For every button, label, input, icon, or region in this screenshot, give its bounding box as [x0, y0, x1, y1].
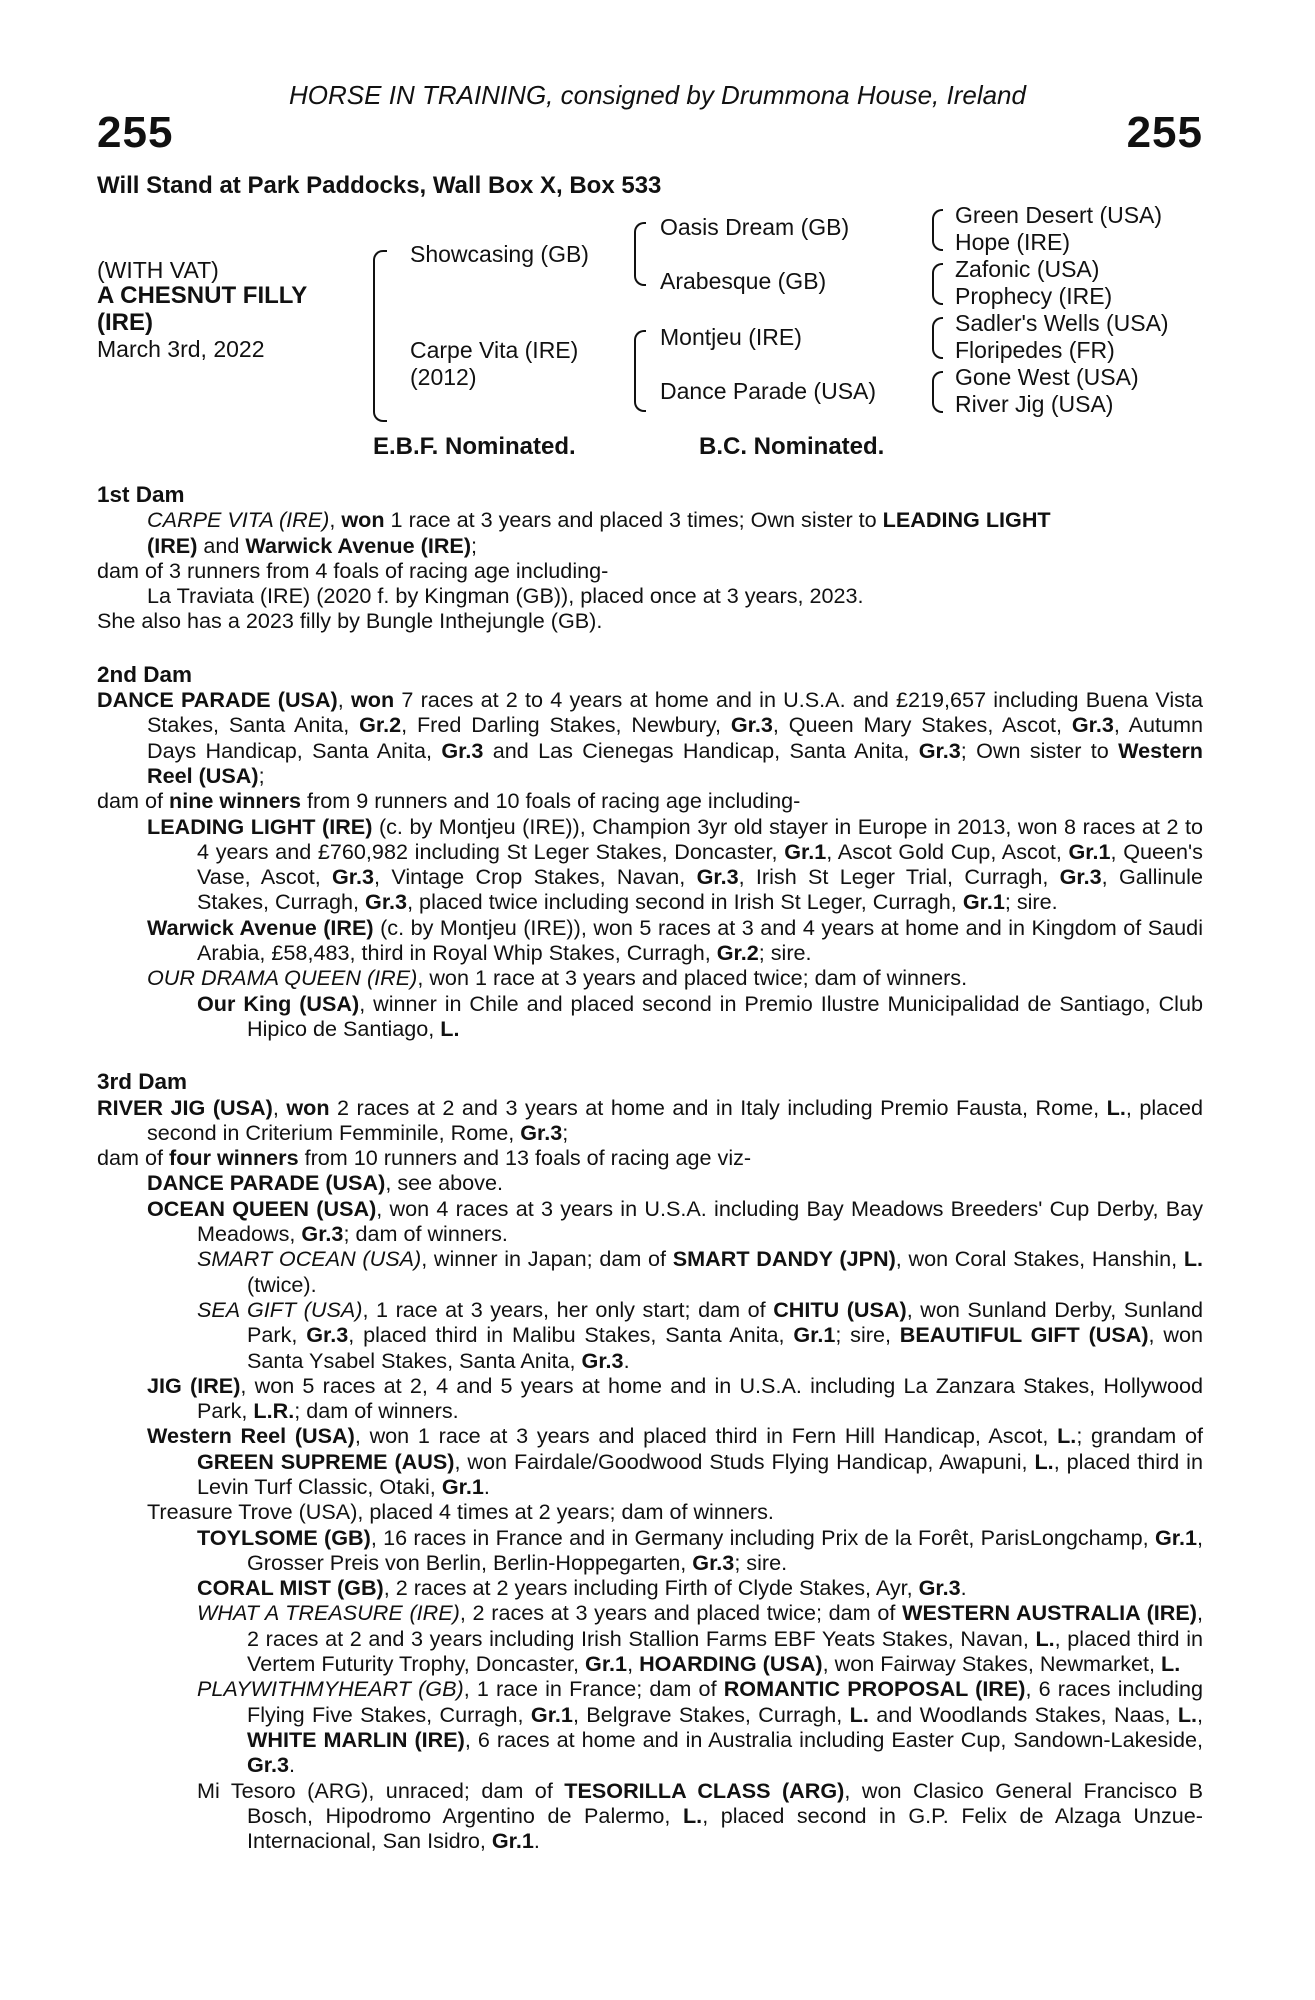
ebf-nomination: E.B.F. Nominated. — [373, 433, 576, 460]
first-dam-produce-intro: dam of 3 runners from 4 foals of racing age including- — [97, 557, 609, 583]
second-dam-entry: DANCE PARADE (USA), won 7 races at 2 to 4 years at home and in U.S.A. and £219,657 including Buena Vista Stakes, Santa Anita, Gr.2, Fred Darling Stakes, Newbury, Gr.3, Queen Mary Stakes, Ascot, Gr.3, Autumn Days Handicap, Santa Anita, Gr.3 and Las Cienegas Handicap, Santa Anita, Gr.3; Own sister to Western Reel (USA); — [97, 687, 1203, 788]
foaling-date: March 3rd, 2022 — [97, 336, 265, 362]
dam-name: Carpe Vita (IRE) — [410, 337, 579, 363]
pedigree-brace — [932, 263, 943, 305]
pedigree-brace — [932, 209, 943, 251]
ancestor-ddd: River Jig (USA) — [955, 391, 1114, 417]
produce-note: She also has a 2023 filly by Bungle Inthejungle (GB). — [97, 608, 603, 634]
ancestor-ssd: Hope (IRE) — [955, 229, 1071, 255]
ancestor-dsd: Floripedes (FR) — [955, 337, 1115, 363]
third-dam-entry: RIVER JIG (USA), won 2 races at 2 and 3 years at home and in Italy including Premio Fausta, Rome, L., placed second in Criterium Femminile, Rome, Gr.3; — [97, 1094, 1204, 1145]
third-dam-produce-intro: dam of four winners from 10 runners and 13 foals of racing age viz- — [97, 1145, 752, 1171]
third-dam-heading: 3rd Dam — [97, 1069, 188, 1095]
stand-location: Will Stand at Park Paddocks, Wall Box X, Box 533 — [97, 172, 662, 199]
produce-entry: La Traviata (IRE) (2020 f. by Kingman (GB)), placed once at 3 years, 2023. — [147, 583, 864, 609]
dam-sire-name: Montjeu (IRE) — [660, 324, 802, 350]
second-dam-heading: 2nd Dam — [97, 661, 193, 687]
catalogue-heading: HORSE IN TRAINING, consigned by Drummona House, Ireland — [289, 80, 1026, 110]
produce-entry: OUR DRAMA QUEEN (IRE), won 1 race at 3 years and placed twice; dam of winners. — [147, 965, 968, 991]
horse-name-country: (IRE) — [97, 309, 153, 336]
sire-sire-name: Oasis Dream (GB) — [660, 214, 850, 240]
horse-name: A CHESNUT FILLY — [97, 282, 308, 309]
grandproduce-entry: PLAYWITHMYHEART (GB), 1 race in France; dam of ROMANTIC PROPOSAL (IRE), 6 races including Flying Five Stakes, Curragh, Gr.1, Belgrave Stakes, Curragh, L. and Woodlands Stakes, Naas, L., WHITE MARLIN (IRE), 6 races at home and in Australia including Easter Cup, Sandown-Lakeside, Gr.3. — [197, 1676, 1204, 1778]
grandproduce-entry: CORAL MIST (GB), 2 races at 2 years including Firth of Clyde Stakes, Ayr, Gr.3. — [197, 1575, 967, 1601]
bc-nomination: B.C. Nominated. — [699, 433, 885, 460]
pedigree-brace — [373, 250, 387, 422]
vat-status: (WITH VAT) — [97, 257, 219, 283]
grandproduce-entry: Our King (USA), winner in Chile and placed second in Premio Ilustre Municipalidad de Santiago, Club Hipico de Santiago, L. — [197, 990, 1203, 1041]
second-dam-produce-intro: dam of nine winners from 9 runners and 10 foals of racing age including- — [97, 788, 801, 814]
produce-entry: OCEAN QUEEN (USA), won 4 races at 3 years in U.S.A. including Bay Meadows Breeders' Cup Derby, Bay Meadows, Gr.3; dam of winners. — [147, 1195, 1203, 1247]
produce-entry: DANCE PARADE (USA), see above. — [147, 1170, 503, 1196]
lot-number-right: 255 — [1126, 108, 1203, 157]
produce-entry: Warwick Avenue (IRE) (c. by Montjeu (IRE)), won 5 races at 3 and 4 years at home and in Kingdom of Saudi Arabia, £58,483, third in Royal Whip Stakes, Curragh, Gr.2; sire. — [147, 914, 1203, 966]
grandproduce-entry: Mi Tesoro (ARG), unraced; dam of TESORILLA CLASS (ARG), won Clasico General Francisco B Bosch, Hipodromo Argentino de Palermo, L., placed second in G.P. Felix de Alzaga Unzue-Internacional, San Isidro, Gr.1. — [197, 1777, 1203, 1854]
ancestor-sdd: Prophecy (IRE) — [955, 283, 1113, 309]
sire-name: Showcasing (GB) — [410, 241, 589, 267]
pedigree-brace — [634, 330, 646, 412]
first-dam-heading: 1st Dam — [97, 482, 185, 507]
grandproduce-entry: SEA GIFT (USA), 1 race at 3 years, her only start; dam of CHITU (USA), won Sunland Derby, Sunland Park, Gr.3, placed third in Malibu Stakes, Santa Anita, Gr.1; sire, BEAUTIFUL GIFT (USA), won Santa Ysabel Stakes, Santa Anita, Gr.3. — [197, 1296, 1203, 1373]
lot-number-left: 255 — [97, 108, 174, 157]
produce-entry: Treasure Trove (USA), placed 4 times at 2 years; dam of winners. — [147, 1499, 774, 1525]
produce-entry: Western Reel (USA), won 1 race at 3 years and placed third in Fern Hill Handicap, Ascot, L.; grandam of GREEN SUPREME (AUS), won Fairdale/Goodwood Studs Flying Handicap, Awapuni, L., placed third in Levin Turf Classic, Otaki, Gr.1. — [147, 1423, 1203, 1499]
grandproduce-entry: SMART OCEAN (USA), winner in Japan; dam of SMART DANDY (JPN), won Coral Stakes, Hanshin, L. (twice). — [197, 1246, 1204, 1297]
produce-entry: LEADING LIGHT (IRE) (c. by Montjeu (IRE)), Champion 3yr old stayer in Europe in 2013, won 8 races at 2 to 4 years and £760,982 including St Leger Stakes, Doncaster, Gr.1, Ascot Gold Cup, Ascot, Gr.1, Queen's Vase, Ascot, Gr.3, Vintage Crop Stakes, Navan, Gr.3, Irish St Leger Trial, Curragh, Gr.3, Gallinule Stakes, Curragh, Gr.3, placed twice including second in Irish St Leger, Curragh, Gr.1; sire. — [147, 813, 1204, 915]
sire-dam-name: Arabesque (GB) — [660, 268, 827, 294]
dam-foaling-year: (2012) — [410, 364, 477, 390]
pedigree-brace — [634, 222, 646, 286]
pedigree-brace — [932, 371, 943, 413]
ancestor-sds: Zafonic (USA) — [955, 256, 1100, 282]
catalogue-body — [97, 482, 1203, 1853]
ancestor-dss: Sadler's Wells (USA) — [955, 310, 1169, 336]
dam-dam-name: Dance Parade (USA) — [660, 378, 877, 404]
grandproduce-entry: TOYLSOME (GB), 16 races in France and in Germany including Prix de la Forêt, ParisLongchamp, Gr.1, Grosser Preis von Berlin, Berlin-Hoppegarten, Gr.3; sire. — [197, 1524, 1203, 1575]
ancestor-sss: Green Desert (USA) — [955, 202, 1163, 228]
pedigree-brace — [932, 317, 943, 359]
grandproduce-entry: WHAT A TREASURE (IRE), 2 races at 3 years and placed twice; dam of WESTERN AUSTRALIA (IRE), 2 races at 2 and 3 years including Irish Stallion Farms EBF Yeats Stakes, Navan, L., placed third in Vertem Futurity Trophy, Doncaster, Gr.1, HOARDING (USA), won Fairway Stakes, Newmarket, L. — [197, 1600, 1203, 1677]
produce-entry: JIG (IRE), won 5 races at 2, 4 and 5 years at home and in U.S.A. including La Zanzara Stakes, Hollywood Park, L.R.; dam of winners. — [147, 1372, 1203, 1424]
first-dam-entry: CARPE VITA (IRE), won 1 race at 3 years and placed 3 times; Own sister to LEADING LIGHT — [147, 507, 1051, 533]
ancestor-dds: Gone West (USA) — [955, 364, 1139, 390]
first-dam-entry-cont: (IRE) and Warwick Avenue (IRE); — [147, 532, 478, 558]
